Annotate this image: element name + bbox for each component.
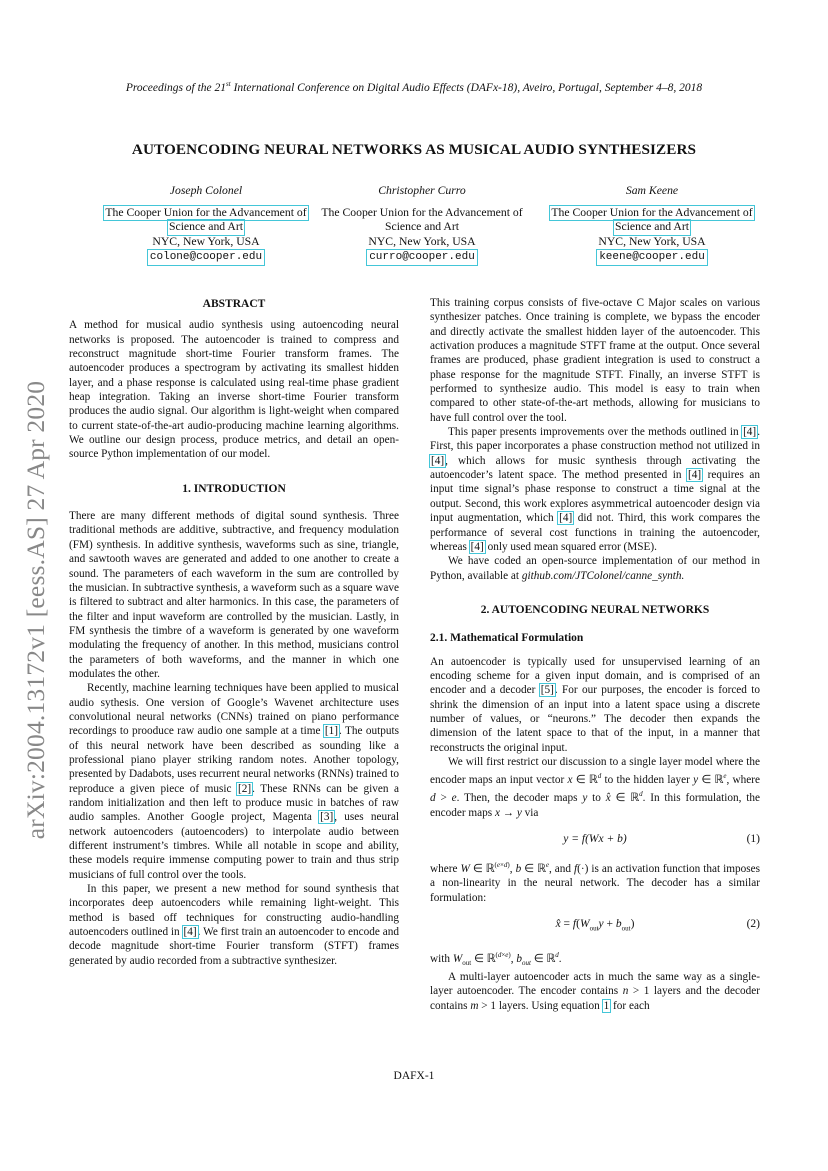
citation-link[interactable]: [4] [688,469,702,482]
author-city: NYC, New York, USA [152,234,260,248]
author-name: Sam Keene [625,184,679,197]
author-block-1 [86,184,326,265]
author-block-2 [302,184,542,265]
author-city: NYC, New York, USA [368,234,476,248]
paragraph: This paper presents improvements over the methods outlined in [4]. First, this paper incorporates a phase construction method not utilized in [4], which allows for music synthesis through activating the autoencoder’s latent space. The method presented in [4] requires an input time signal’s phase response to construct a time signal at the output. Second, this work explores asymmetrical autoencoder design via input augmentation, which [4] did not. Third, this work compares the performance of several cost functions in training the autoencoder, whereas [4] only used mean squared error (MSE). [430,426,760,553]
paragraph: We have coded an open-source implementation of our method in Python, available at github.com/JTColonel/canne_synth. [430,555,760,582]
github-link[interactable]: github.com/JTColonel/canne_synth. [521,569,685,582]
page-footer: DAFX-1 [393,1070,435,1082]
subsection-heading: 2.1. Mathematical Formulation [430,632,584,645]
abstract-text: A method for musical audio synthesis using autoencoding neural networks is proposed. The autoencoder is trained to compress and reconstruct magnitude short-time Fourier transform frames. The autoencoder produces a spectrogram by activating its smallest hidden layer, and a phase response is calculated using real-time phase gradient heap integration. Taking an inverse short-time Fourier transform produces the audio signal. Our algorithm is light-weight when compared to current state-of-the-art audio-producing machine learning algorithms. We outline our design process, produce metrics, and detail an open-source Python implementation of our model. [69,319,399,461]
intro-paragraph-1: There are many different methods of digital sound synthesis. Three traditional methods are additive, subtractive, and frequency modulation (FM) synthesis. In additive synthesis, waveforms such as sine, triangle, and sawtooth waves are generated and added to one another to create a sound. The parameters of each waveform in the sum are controlled by the musician. In subtractive synthesis, a waveform such as a square wave is filtered to subtract and alter harmonics. In this case, the parameters of the filter and input waveform are controlled by the musician. Lastly, in FM synthesis the timbre of a waveform is generated by one waveform modulating the frequency of another. In this method, musicians control the parameters of both waveforms, and the manner in which one modulates the other. [69,510,399,680]
citation-link[interactable]: [5] [540,684,554,697]
equation-1: y = f(Wx + b) (1) [563,832,760,845]
citation-link[interactable]: [4] [559,512,573,525]
citation-link[interactable]: [4] [470,540,484,553]
author-name: Joseph Colonel [169,184,243,197]
author-name: Christopher Curro [378,184,466,197]
author-affiliation: The Cooper Union for the Advancement of Science and Art [321,205,523,233]
equation-link[interactable]: 1 [603,999,610,1012]
citation-link[interactable]: [2] [238,782,252,795]
paper-title: AUTOENCODING NEURAL NETWORKS AS MUSICAL AUDIO SYNTHESIZERS [131,141,697,158]
paragraph: with $W_{out}$ ∈ ℝ$^{(d\times e)}$, $b_{out}$ ∈ ℝ$^d$. [430,950,562,967]
paragraph: We will first restrict our discussion to a single layer model where the encoder maps an input vector x ∈ ℝ$^d$ to the hidden layer y ∈ ℝ$^e$, where d > e. Then, the decoder maps y to x̂ ∈ ℝ$^d$. In this formulation, the encoder maps x → y via [430,755,761,819]
author-email[interactable]: keene@cooper.edu [599,251,705,263]
author-affiliation[interactable]: The Cooper Union for the Advancement of Science and Art [551,205,753,233]
intro-paragraph-3: In this paper, we present a new method for sound synthesis that incorporates deep autoencoders while remaining light-weight. This method is based off techniques for constructing audio-handling autoencoders outlined in [4]. We first train an autoencoder to encode and decode magnitude short-time Fourier transform (STFT) frames generated by audio recorded from a subtractive synthesizer. [69,883,399,967]
citation-link[interactable]: [4] [743,426,757,439]
conference-header: Proceedings of the 21st International Conference on Digital Audio Effects (DAFx-18), Aveiro, Portugal, September 4–8, 2018 [125,80,703,94]
section-heading-autoencoding: 2. AUTOENCODING NEURAL NETWORKS [480,603,710,616]
abstract-heading: ABSTRACT [202,298,266,310]
citation-link[interactable]: [4] [431,454,445,467]
arxiv-stamp: arXiv:2004.13172v1 [eess.AS] 27 Apr 2020 [21,380,50,840]
paragraph: An autoencoder is typically used for unsupervised learning of an encoding scheme for a given input domain, and is comprised of an encoder and a decoder [5]. For our purposes, the encoder is forced to shrink the dimension of an input into a latent space using a discrete number of values, or “neurons.” The decoder then expands the dimension of the latent space to that of the input, in a manner that reconstructs the original input. [430,655,760,754]
paragraph: where W ∈ ℝ$^{(e\times d)}$, b ∈ ℝ$^e$, and f(·) is an activation function that imposes a non-linearity in the neural network. The decoder has a similar formulation: [430,861,760,904]
author-affiliation[interactable]: The Cooper Union for the Advancement of Science and Art [105,205,307,233]
equation-number: (1) [746,832,760,845]
author-email[interactable]: curro@cooper.edu [369,251,475,263]
citation-link[interactable]: [3] [320,811,334,824]
intro-paragraph-2: Recently, machine learning techniques have been applied to musical audio sythesis. One version of Google’s Wavenet architecture uses convolutional neural networks (CNNs) trained on piano performance recordings to prooduce raw audio one sample at a time [1]. The outputs of this neural network have been described as sounding like a professional piano player striking random notes. Another topology, presented by Dadabots, uses recurrent neural networks (RNNs) trained to reproduce a given piece of music [2]. These RNNs can be given a random initialization and then left to produce music in batches of raw audio samples. Another Google project, Magenta [3], uses neural network autoencoders (autoencoders) to interpolate audio between different instrument’s timbres. While all notable in scope and ability, these models require immense computing power to train and thus strip musicians of full control over the tools. [69,682,399,881]
paragraph: A multi-layer autoencoder acts in much the same way as a single-layer autoencoder. The encoder contains n > 1 layers and the decoder contains m > 1 layers. Using equation 1 for each [430,970,760,1012]
paragraph: This training corpus consists of five-octave C Major scales on various synthesizer patches. Once training is complete, we bypass the encoder and directly activate the smallest hidden layer of the autoencoder. This activation produces a magnitude STFT frame at the output. Once several frames are produced, phase gradient integration is used to construct a phase response for the magnitude STFT. Finally, an inverse STFT is performed to synthesize audio. This model is easy to train when compared to other state-of-the-art methods, allowing for musicians to have full control over the tool. [430,297,760,424]
equation-number: (2) [746,917,760,930]
author-city: NYC, New York, USA [598,234,706,248]
equation-2: x̂ = $f(W_{out}y + b_{out})$ (2) [555,917,760,933]
left-column [69,297,399,968]
right-column [430,296,760,1013]
author-block-3 [532,184,772,265]
citation-link[interactable]: [4] [183,926,197,939]
author-email[interactable]: colone@cooper.edu [149,251,263,263]
section-heading-introduction: 1. INTRODUCTION [182,482,286,495]
citation-link[interactable]: [1] [324,725,339,738]
